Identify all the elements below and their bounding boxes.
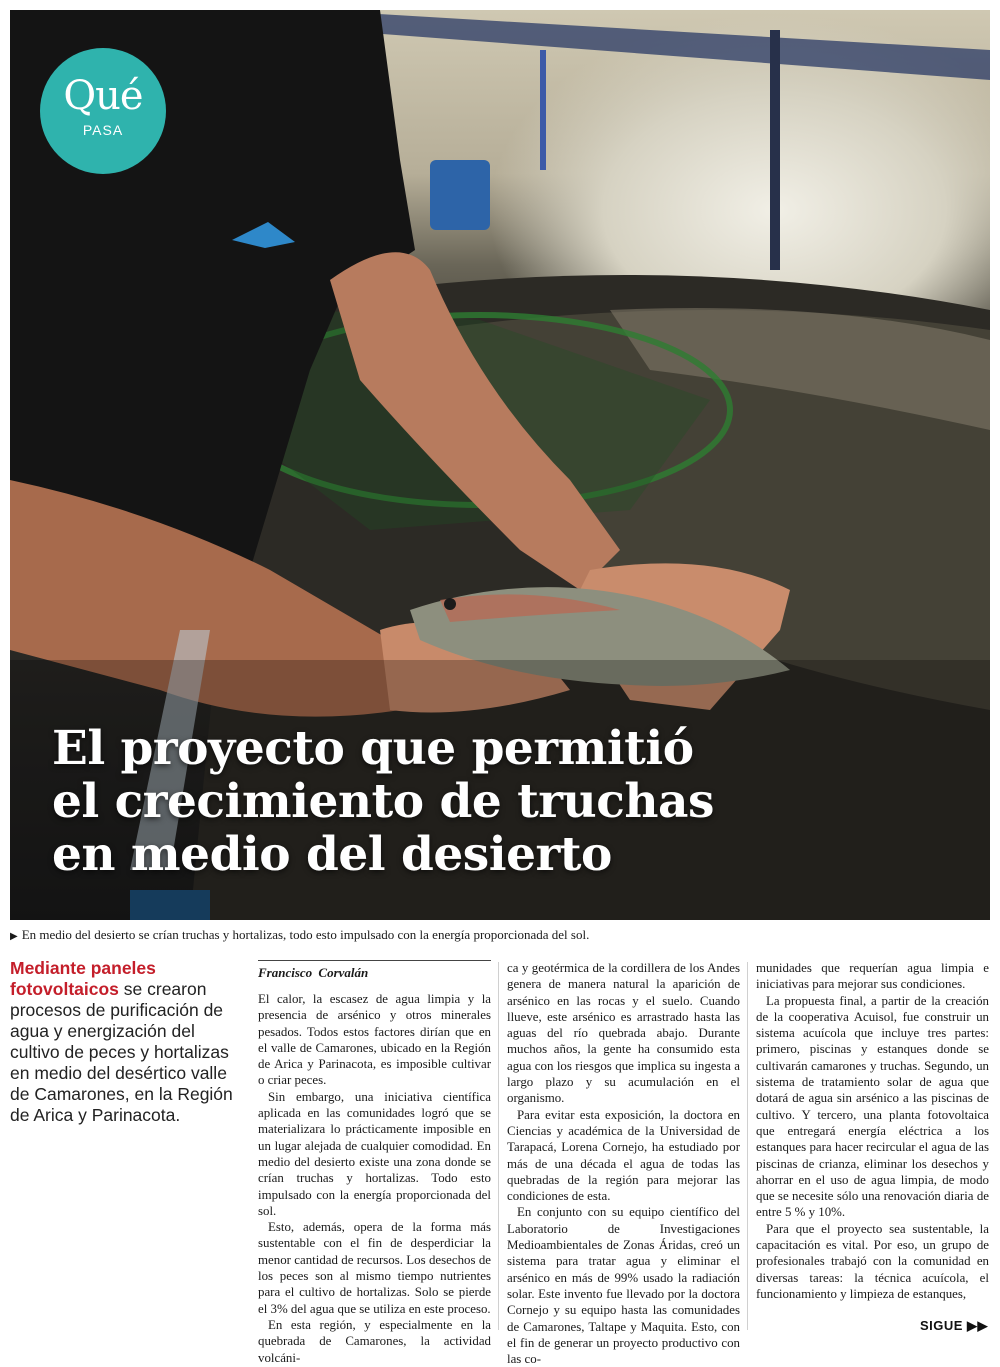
headline-line: El proyecto que permitió [52,721,694,776]
section-logo-subtitle: PASA [82,122,124,138]
paragraph: munidades que requerían agua limpia e iniciativas para mejorar sus condiciones. [756,961,989,992]
article-column-3 [756,960,989,1330]
section-logo [40,48,166,174]
caption-text: En medio del desierto se crían truchas y hortalizas, todo esto impulsado con la energía proporcionada del sol. [21,927,590,942]
column-divider [498,962,499,1330]
paragraph: En conjunto con su equipo científico del Laboratorio de Investigaciones Medioambientales de Zonas Áridas, creó un sistema para tratar agua y eliminar el arsénico en más de 99% usado la radiación solar. Este invento fue llevado por la doctora Cornejo y su equipo hasta las comunidades de Camarones, Taltape y Maquita. Esto, con el fin de generar un proyecto productivo con las co- [507,1205,740,1367]
photo-caption [10,926,990,946]
paragraph: Para evitar esta exposición, la doctora en Ciencias y académica de la Universidad de Tarapacá, Lorena Cornejo, ha estudiado por más de una década el agua de todas las quebradas de la región para mejorar las condiciones de esta. [507,1107,740,1204]
byline: Francisco Corvalán [258,960,491,981]
lead-paragraph [10,958,240,1126]
paragraph: Para que el proyecto sea sustentable, la capacitación es vital. Por eso, un grupo de profesionales trabajó con la comunidad en diversas tareas: la técnica acuícola, el funcionamiento y limpieza de estanques, [756,1221,989,1301]
paragraph: La propuesta final, a partir de la creación de la cooperativa Acuisol, fue construir un sistema acuícola que incluye tres partes: primero, piscinas y estanques donde se cultivarán camarones y truchas. Segundo, un sistema de tratamiento solar de agua que dotará de agua sin arsénico a las piscinas de cultivo. Y tercero, una planta fotovoltaica que entregará energía eléctrica a los estanques para hacer recircular el agua de las piscinas de crianza, eliminar los desechos y ahorrar en el uso de agua limpia, de modo que se necesite sólo una renovación diaria de entre 5 % y 10%. [756,993,989,1220]
headline-line: en medio del desierto [52,827,612,882]
headline-line: el crecimiento de truchas [52,774,714,829]
continue-link[interactable]: SIGUE ▶▶ [919,1318,988,1333]
article-column-2 [507,960,740,1367]
caption-arrow-icon: ▶ [10,931,18,942]
lead-highlight: Mediante paneles fotovoltaicos [10,958,156,999]
headline [52,722,772,881]
column-divider [747,962,748,1330]
paragraph: En esta región, y especialmente en la quebrada de Camarones, la actividad volcáni- [258,1317,491,1365]
paragraph: Sin embargo, una iniciativa científica aplicada en las comunidades logró que se materializara lo prácticamente imposible en un lugar alejada de cualquier comodidad. En medio del desierto existe una zona donde se crían truchas y hortalizas. Todo esto impulsado con la energía proporcionada del sol. [258,1089,491,1218]
paragraph: Esto, además, opera de la forma más sustentable con el fin de desperdiciar la menor cantidad de recursos. Los desechos de los peces son al mismo tiempo nutrientes para el cultivo de hortalizas. Solo se pierde el 3% del agua que se utiliza en este proceso. [258,1220,491,1316]
section-logo-title: Qué [63,73,143,119]
article-column-1 [258,960,491,1365]
lead-text: se crearon procesos de purificación de agua y energización del cultivo de peces y hortalizas en medio del desértico valle de Camarones, en la Región de Arica y Parinacota. [10,979,233,1125]
paragraph: El calor, la escasez de agua limpia y la presencia de arsénico y otros minerales pesados. Todos estos factores dirían que en el valle de Camarones, ubicado en la Región de Arica y Parinacota, es imposible cultivar o criar peces. [258,992,491,1088]
hero-photo [10,10,990,920]
paragraph: ca y geotérmica de la cordillera de los Andes genera de manera natural la aparición de arsénico en las rocas y el suelo. Cuando llueve, este arsénico es arrastrado hasta las aguas del río quebrada abajo. Durante muchos años, la gente ha consumido esta agua con los riesgos que implica su ingesta a largo plazo y su acumulación en el organismo. [507,961,740,1106]
